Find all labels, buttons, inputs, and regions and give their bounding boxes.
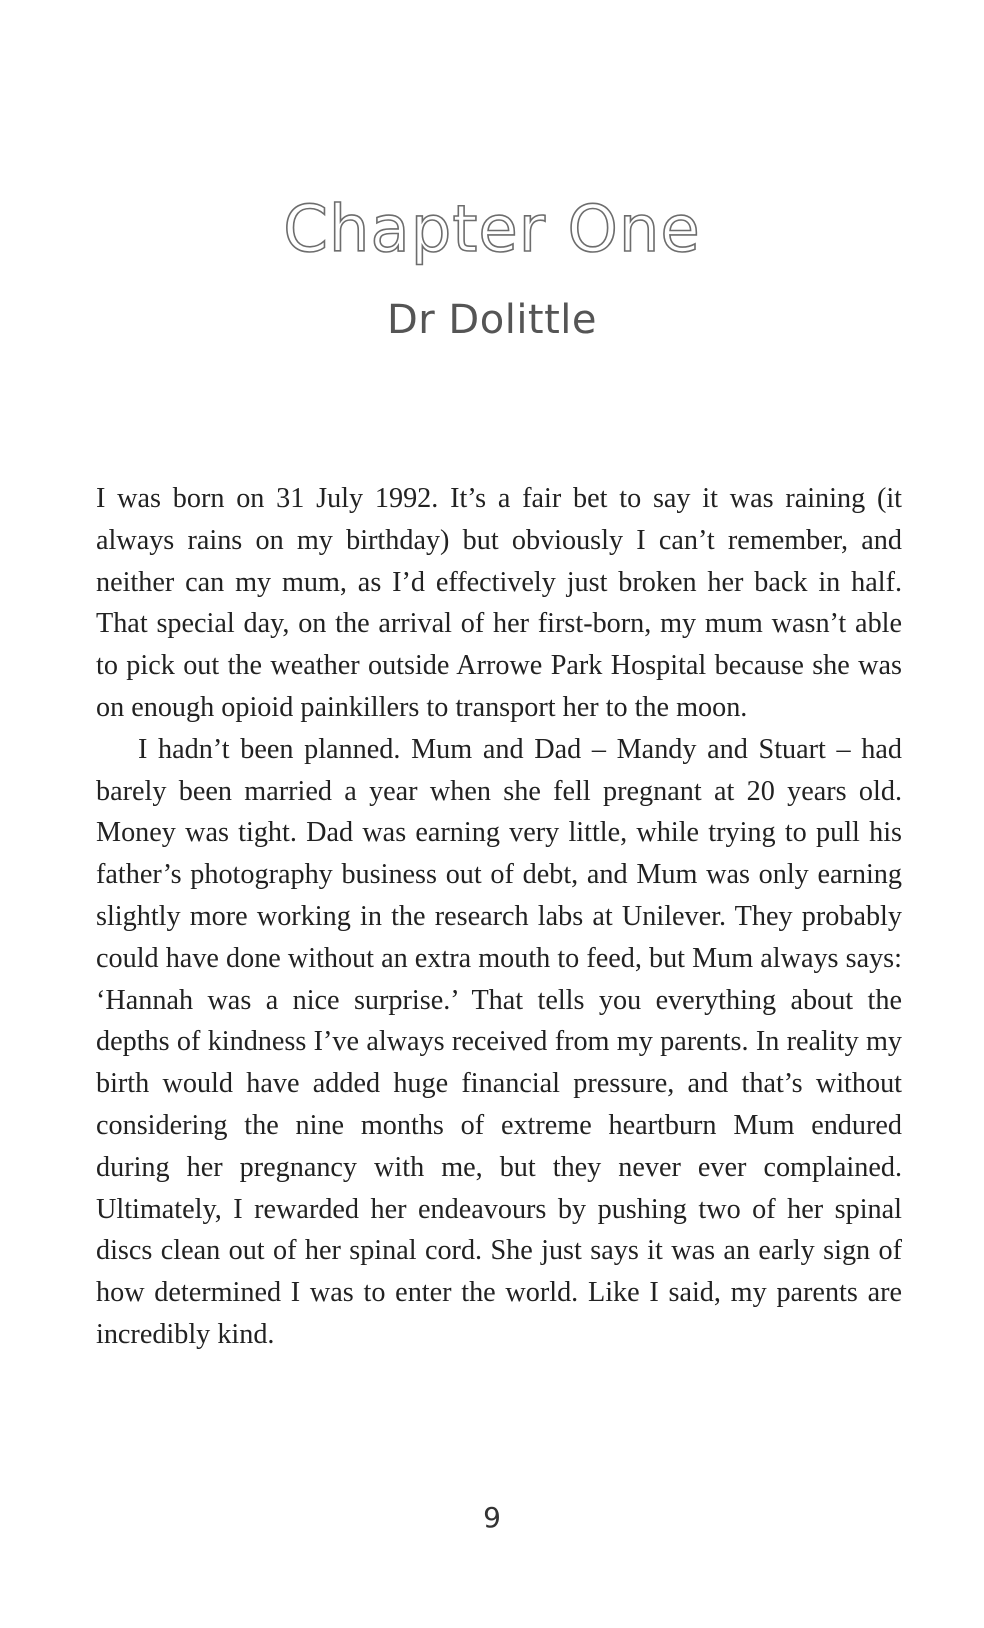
chapter-body: [96, 478, 902, 1356]
paragraph-2: I hadn’t been planned. Mum and Dad – Mandy and Stuart – had barely been married a year when she fell pregnant at 20 years old. Money was tight. Dad was earning very little, while trying to pull his father’s photography business out of debt, and Mum was only earning slightly more working in the research labs at Unilever. They probably could have done without an extra mouth to feed, but Mum always says: ‘Hannah was a nice surprise.’ That tells you everything about the depths of kindness I’ve always received from my parents. In reality my birth would have added huge financial pressure, and that’s without considering the nine months of extreme heartburn Mum endured during her pregnancy with me, but they never ever complained. Ultimately, I rewarded her endeavours by pushing two of her spinal discs clean out of her spinal cord. She just says it was an early sign of how determined I was to enter the world. Like I said, my parents are incredibly kind.: [96, 733, 902, 1350]
page-number: 9: [483, 1501, 501, 1534]
chapter-number-heading: Chapter One: [283, 193, 701, 267]
paragraph-1: I was born on 31 July 1992. It’s a fair bet to say it was raining (it always rains on my birthday) but obviously I can’t remember, and neither can my mum, as I’d effectively just broken her back in half. That special day, on the arrival of her first-born, my mum wasn’t able to pick out the weather outside Arrowe Park Hospital because she was on enough opioid painkillers to transport her to the moon.: [96, 483, 902, 723]
chapter-title: Dr Dolittle: [386, 297, 598, 343]
